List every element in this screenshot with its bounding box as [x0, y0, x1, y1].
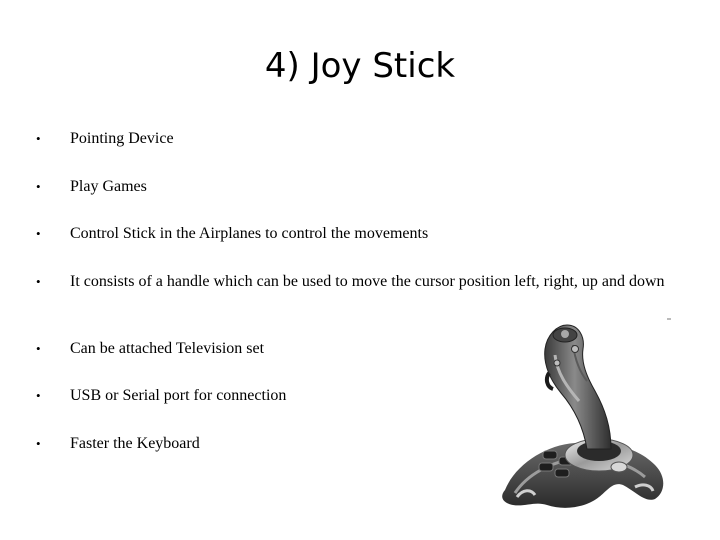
- bullet-marker: •: [36, 131, 41, 146]
- bullet-marker: •: [36, 388, 41, 403]
- bullet-marker: •: [36, 274, 41, 289]
- bullet-marker: •: [36, 179, 41, 194]
- bullet-text: Can be attached Television set: [70, 340, 265, 357]
- bullet-text: Play Games: [70, 178, 147, 195]
- bullet-text: Pointing Device: [70, 130, 174, 147]
- bullet-text: It consists of a handle which can be used to move the cursor position left, right, up and down: [70, 273, 665, 290]
- bullet-marker: •: [36, 341, 41, 356]
- bullet-text: USB or Serial port for connection: [70, 387, 287, 404]
- joystick-icon: [495, 315, 675, 525]
- bullet-text: Faster the Keyboard: [70, 435, 200, 452]
- slide-title: 4) Joy Stick: [264, 46, 456, 86]
- bullet-marker: •: [36, 226, 41, 241]
- bullet-marker: •: [36, 436, 41, 451]
- bullet-text: Control Stick in the Airplanes to control the movements: [70, 225, 429, 242]
